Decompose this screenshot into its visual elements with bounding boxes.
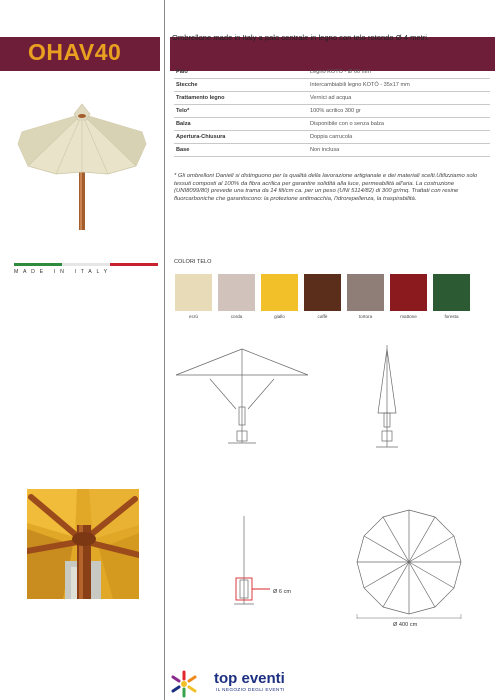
swatch-label: giallo — [274, 314, 285, 319]
fabric-note: * Gli ombrelloni Danieli si distinguono per la qualità della lavorazione artigianale e dei materiali scelti.Utilizziamo solo tessuti composti al 100% da fibra acrilica per garantire solidità alla luce, permeabilità all'aria. La costruzione (UNI8099/80) prevede una trama da 14 fili/cm ca. per un peso (UNI 5114/82) di 300 gr/mq. Trattati con resine fluorcarboniche che garantiscono: la protezione antimacchia, l'idrorepellenza, la traspirabilità. — [174, 173, 478, 202]
swatch-label: corda — [230, 314, 243, 319]
swatch-label: caffè — [317, 314, 328, 319]
canopy-diameter-label: Ø 400 cm — [393, 622, 418, 628]
swatch-label: foresta — [444, 314, 459, 319]
italian-flag-strip — [14, 263, 158, 268]
closeup-photo — [27, 489, 139, 599]
swatch-caffe — [304, 274, 341, 311]
swatch-tortora — [347, 274, 384, 311]
umbrella-photo — [16, 100, 158, 230]
spec-value: Legno KOTÓ - Ø 60 mm — [310, 69, 371, 75]
swatch-mattone — [390, 274, 427, 311]
pole-detail-diagram — [228, 514, 272, 608]
spec-label: Palo — [176, 69, 188, 75]
swatch-giallo — [261, 274, 298, 311]
color-swatches — [175, 274, 465, 334]
logo-tagline: IL NEGOZIO DEGLI EVENTI — [216, 688, 285, 693]
spec-label: Apertura-Chiusura — [176, 134, 226, 140]
swatch-label: mattone — [400, 314, 417, 319]
swatch-foresta — [433, 274, 470, 311]
colors-title: COLORI TELO — [174, 259, 212, 265]
spec-row — [174, 66, 490, 79]
open-umbrella-diagram — [174, 345, 314, 450]
spec-row — [174, 92, 490, 105]
spec-row — [174, 131, 490, 144]
spec-value: Intercambiabili legno KOTÓ - 35x17 mm — [310, 82, 410, 88]
spec-row — [174, 79, 490, 92]
spec-table — [174, 66, 490, 157]
spec-row — [174, 105, 490, 118]
spec-value: Vernici ad acqua — [310, 95, 352, 101]
spec-value: Non inclusa — [310, 147, 340, 153]
swatch-corda — [218, 274, 255, 311]
spec-value: Disponibile con o senza balza — [310, 121, 385, 127]
spec-row — [174, 118, 490, 131]
swatch-label: tortora — [358, 314, 373, 319]
spec-row — [174, 144, 490, 157]
vertical-divider — [164, 0, 165, 700]
spec-label: Trattamento legno — [176, 95, 225, 101]
logo-name: top eventi — [214, 670, 285, 687]
spec-value: 100% acrilico 300 gr — [310, 108, 361, 114]
header-band-gap — [160, 37, 170, 71]
spec-label: Telo* — [176, 108, 190, 114]
spec-label: Balza — [176, 121, 191, 127]
canopy-top-view-diagram — [354, 508, 464, 620]
swatch-label: ecrù — [189, 314, 198, 319]
product-description: Ombrellone made in Italy a palo centrale in legno con telo rotondo Ø 4 metri. — [172, 33, 430, 42]
spec-value: Doppia carrucola — [310, 134, 353, 140]
spec-label: Base — [176, 147, 190, 153]
pole-diameter-label: Ø 6 cm — [273, 589, 292, 595]
model-code: OHAV40 — [28, 39, 122, 65]
made-in-italy-label: MADE IN ITALY — [14, 269, 112, 275]
closed-umbrella-diagram — [372, 343, 402, 451]
swatch-ecru — [175, 274, 212, 311]
spec-label: Stecche — [176, 82, 198, 88]
